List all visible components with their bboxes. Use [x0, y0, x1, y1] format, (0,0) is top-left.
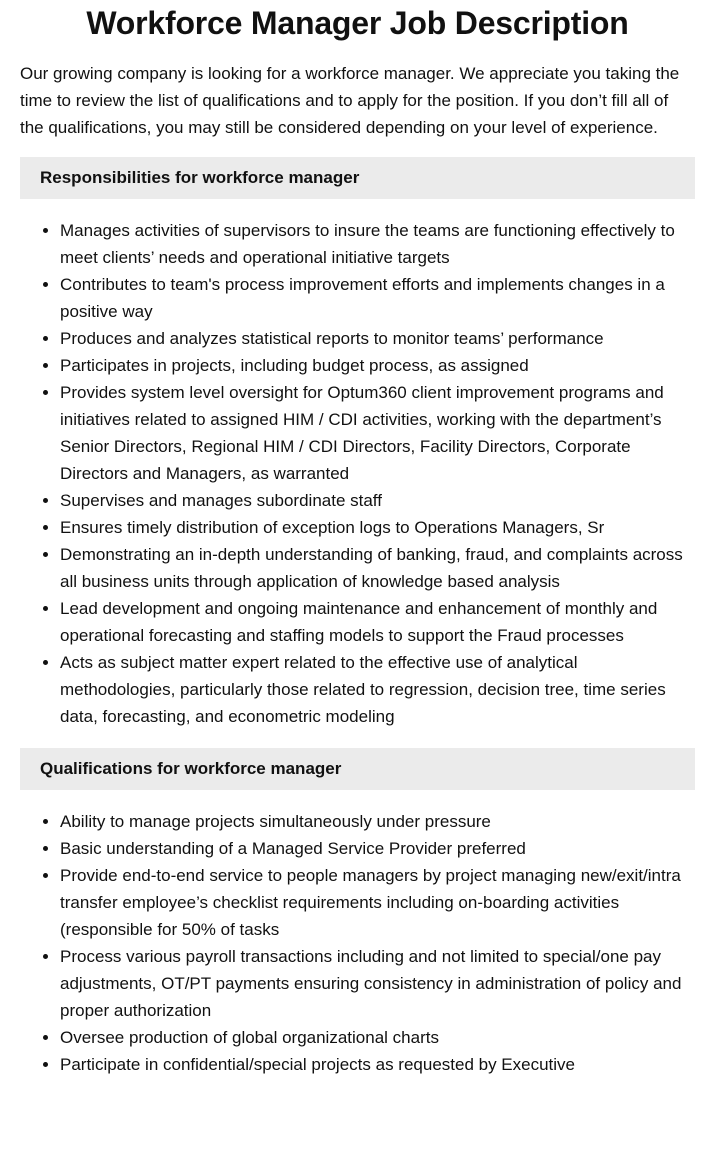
intro-paragraph: Our growing company is looking for a workforce manager. We appreciate you taking the time to review the list of qualifications and to apply for the position. If you don’t fill all of the qualifications, you may still be considered depending on your level of experience. [20, 64, 680, 137]
qualifications-heading: Qualifications for workforce manager [20, 748, 695, 790]
responsibilities-heading: Responsibilities for workforce manager [20, 157, 695, 199]
list-item: • Ensures timely distribution of exception logs to Operations Managers, Sr [60, 514, 695, 541]
page-title: Workforce Manager Job Description [86, 5, 629, 41]
list-item: • Supervises and manages subordinate staff [60, 487, 695, 514]
list-item: • Participate in confidential/special projects as requested by Executive [60, 1051, 695, 1078]
qualifications-list [20, 808, 695, 1078]
list-item: • Participates in projects, including budget process, as assigned [60, 352, 695, 379]
list-item: • Produces and analyzes statistical reports to monitor teams’ performance [60, 325, 695, 352]
list-item: • Manages activities of supervisors to insure the teams are functioning effectively to meet clients’ needs and operational initiative targets [60, 217, 695, 271]
list-item: • Basic understanding of a Managed Service Provider preferred [60, 835, 695, 862]
responsibilities-list [20, 217, 695, 730]
list-item: • Lead development and ongoing maintenance and enhancement of monthly and operational forecasting and staffing models to support the Fraud processes [60, 595, 695, 649]
list-item: • Provide end-to-end service to people managers by project managing new/exit/intra transfer employee’s checklist requirements including on-boarding activities (responsible for 50% of tasks [60, 862, 695, 943]
list-item: • Process various payroll transactions including and not limited to special/one pay adjustments, OT/PT payments ensuring consistency in administration of policy and proper authorization [60, 943, 695, 1024]
list-item: • Provides system level oversight for Optum360 client improvement programs and initiatives related to assigned HIM / CDI activities, working with the department’s Senior Directors, Regional HIM / CDI Directors, Facility Directors, Corporate Directors and Managers, as warranted [60, 379, 695, 487]
list-item: • Contributes to team's process improvement efforts and implements changes in a positive way [60, 271, 695, 325]
list-item: • Acts as subject matter expert related to the effective use of analytical methodologies, particularly those related to regression, decision tree, time series data, forecasting, and econometric modeling [60, 649, 695, 730]
list-item: • Demonstrating an in-depth understanding of banking, fraud, and complaints across all business units through application of knowledge based analysis [60, 541, 695, 595]
list-item: • Ability to manage projects simultaneously under pressure [60, 808, 695, 835]
list-item: • Oversee production of global organizational charts [60, 1024, 695, 1051]
